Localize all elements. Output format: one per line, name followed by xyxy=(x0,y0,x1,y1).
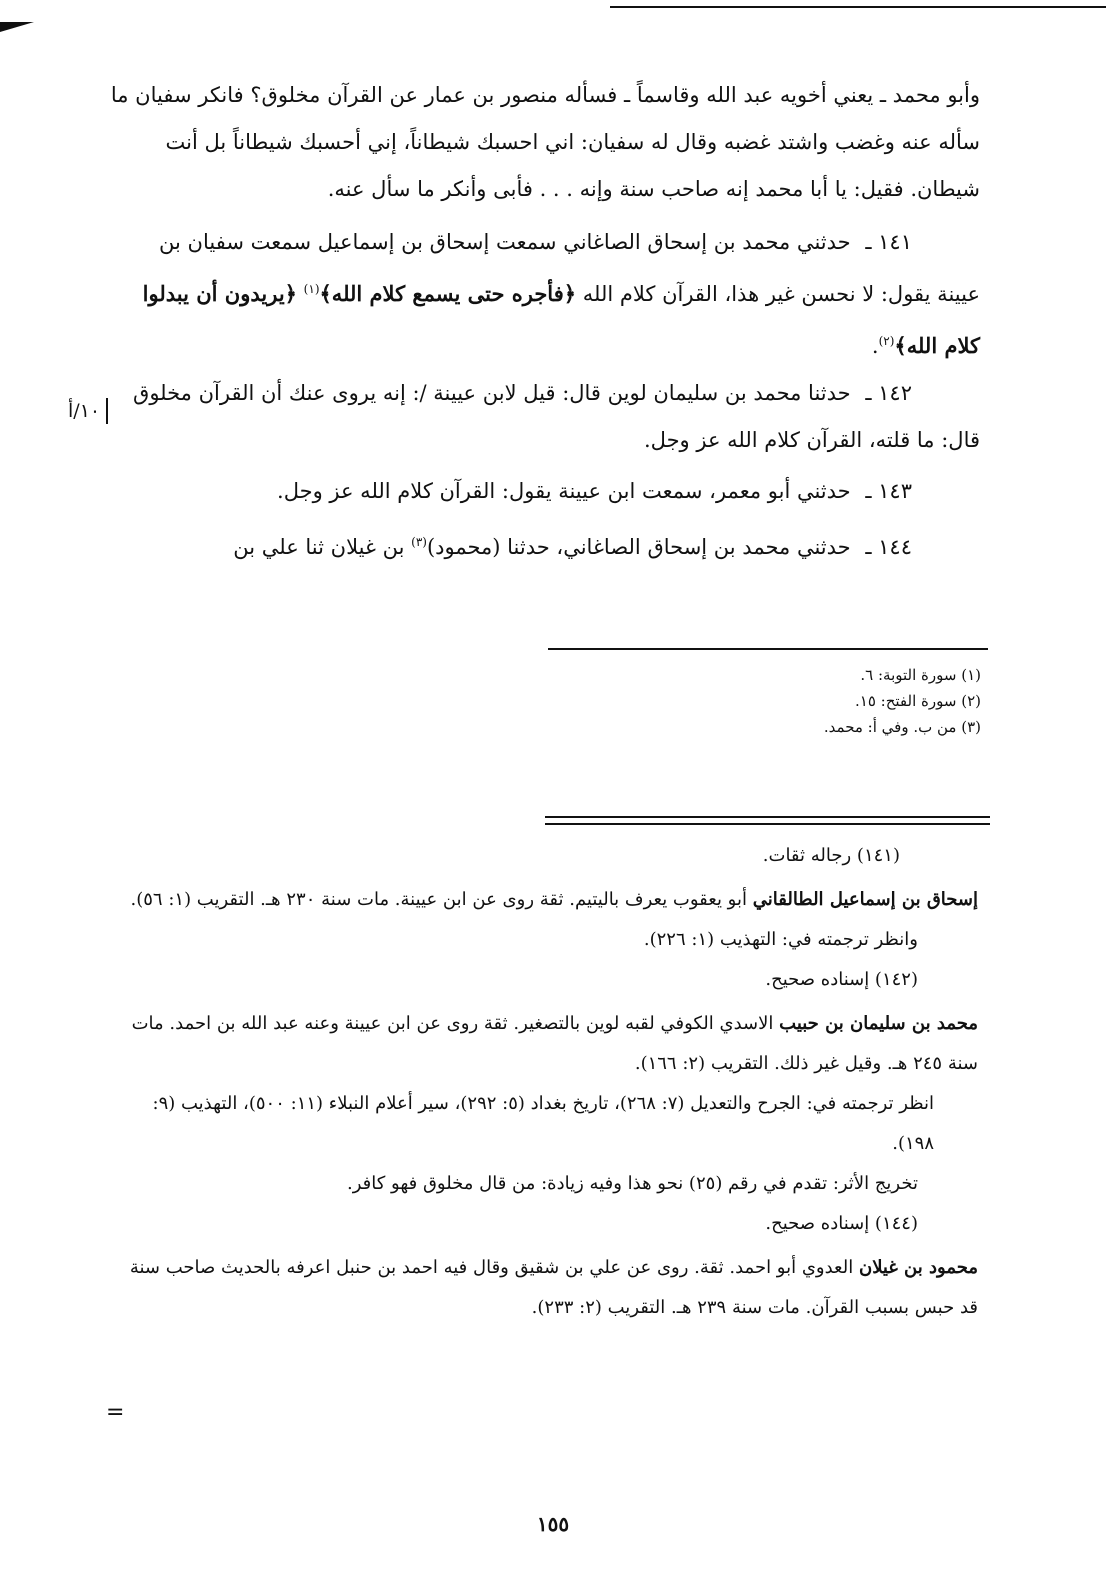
corner-mark xyxy=(0,22,34,32)
paragraph-141-text: حدثني محمد بن إسحاق الصاغاني سمعت إسحاق بن إسماعيل سمعت سفيان بن عيينة يقول: لا نحسن غير هذا، القرآن كلام الله xyxy=(159,230,980,306)
footnote-separator xyxy=(548,648,988,650)
footnote-ref-2: (٢) xyxy=(878,334,895,348)
paragraph-continuation: وأبو محمد ـ يعني أخويه عبد الله وقاسماً ـ فسأله منصور بن عمار عن القرآن مخلوق؟ فانكر سفيان ما سأله عنه وغضب واشتد غضبه وقال له سفيان: اني احسبك شيطاناً، إني أحسبك شيطاناً بل أنت شيطان. فقيل: يا أبا محمد إنه صاحب سنة وإنه . . . فأبى وأنكر ما سأل عنه. xyxy=(110,83,980,201)
commentary-separator-bottom xyxy=(545,823,990,825)
footnote-ref-1: (١) xyxy=(303,282,320,296)
narrator-details: العدوي أبو احمد. ثقة. روى عن علي بن شقيق وقال فيه احمد بن حنبل اعرفه بالحديث صاحب سنة قد حبس بسبب القرآن. مات سنة ٢٣٩ هـ. التقريب (٢: ٢٣٣). xyxy=(129,1257,978,1318)
commentary-takhrij: تخريج الأثر: تقدم في رقم (٢٥) نحو هذا وفيه زيادة: من قال مخلوق فهو كافر. xyxy=(346,1173,918,1194)
commentary-narrator-mahmud xyxy=(118,1248,978,1328)
commentary-141-heading: (١٤١) رجاله ثقات. xyxy=(762,845,900,866)
manuscript-folio-marker: ١٠/أ xyxy=(68,398,108,424)
paragraph-143 xyxy=(110,468,980,515)
narrator-details: أبو يعقوب يعرف باليتيم. ثقة روى عن ابن عيينة. مات سنة ٢٣٠ هـ. التقريب (١: ٥٦). xyxy=(130,889,747,910)
top-rule xyxy=(610,6,1106,8)
footnotes xyxy=(824,662,981,740)
paragraph-144-text-a: حدثني محمد بن إسحاق الصاغاني، حدثنا (محمود) xyxy=(426,535,851,559)
commentary-144-heading: (١٤٤) إسناده صحيح. xyxy=(765,1213,918,1234)
paragraph-142 xyxy=(110,370,980,464)
footnote-2: (٢) سورة الفتح: ١٥. xyxy=(855,692,981,710)
commentary-ishaq-refs: وانظر ترجمته في: التهذيب (١: ٢٢٦). xyxy=(643,929,918,950)
commentary-separator-top xyxy=(545,816,990,818)
commentary-narrator-muhammad xyxy=(118,1004,978,1084)
commentary-narrator-ishaq xyxy=(118,880,978,920)
footnote-ref-3: (٣) xyxy=(411,535,427,549)
narrator-name: محمد بن سليمان بن حبيب xyxy=(779,1013,978,1034)
paragraph-144-text-b: بن غيلان ثنا علي بن xyxy=(233,535,405,559)
narrator-name: محمود بن غيلان xyxy=(858,1257,978,1278)
item-number-141: ١٤١ ـ xyxy=(865,230,912,254)
footnote-1: (١) سورة التوبة: ٦. xyxy=(860,666,981,684)
quran-quote-2: ﴿يريدون أن يبدلوا كلام الله﴾ xyxy=(142,281,980,358)
main-text xyxy=(110,72,980,571)
commentary-142-heading: (١٤٢) إسناده صحيح. xyxy=(765,969,918,990)
item-number-144: ١٤٤ ـ xyxy=(865,535,912,559)
paragraph-144 xyxy=(110,519,980,571)
commentary-muhammad-refs: انظر ترجمته في: الجرح والتعديل (٧: ٢٦٨)، تاريخ بغداد (٥: ٢٩٢)، سير أعلام النبلاء (١١: ٥٠٠)، التهذيب (٩: ١٩٨). xyxy=(152,1093,934,1154)
narrator-name: إسحاق بن إسماعيل الطالقاني xyxy=(752,889,978,910)
item-number-142: ١٤٢ ـ xyxy=(865,381,912,405)
item-number-143: ١٤٣ ـ xyxy=(865,479,912,503)
quran-quote-1: ﴿فأجره حتى يسمع كلام الله﴾ xyxy=(319,281,577,306)
paragraph-142-text: حدثنا محمد بن سليمان لوين قال: قيل لابن عيينة /: إنه يروى عنك أن القرآن مخلوق قال: ما قلته، القرآن كلام الله عز وجل. xyxy=(133,381,980,452)
narrator-details: الاسدي الكوفي لقبه لوين بالتصغير. ثقة روى عن ابن عيينة وعنه عبد الله بن احمد. مات سنة ٢٤٥ هـ. وقيل غير ذلك. التقريب (٢: ١٦٦). xyxy=(131,1013,978,1074)
paragraph-143-text: حدثني أبو معمر، سمعت ابن عيينة يقول: القرآن كلام الله عز وجل. xyxy=(277,479,851,503)
footnote-3: (٣) من ب. وفي أ: محمد. xyxy=(823,718,981,736)
paragraph-141 xyxy=(110,219,980,370)
commentary xyxy=(118,836,978,1328)
period: . xyxy=(871,334,879,358)
page-number: ١٥٥ xyxy=(536,1512,570,1536)
continuation-mark: = xyxy=(106,1400,125,1425)
